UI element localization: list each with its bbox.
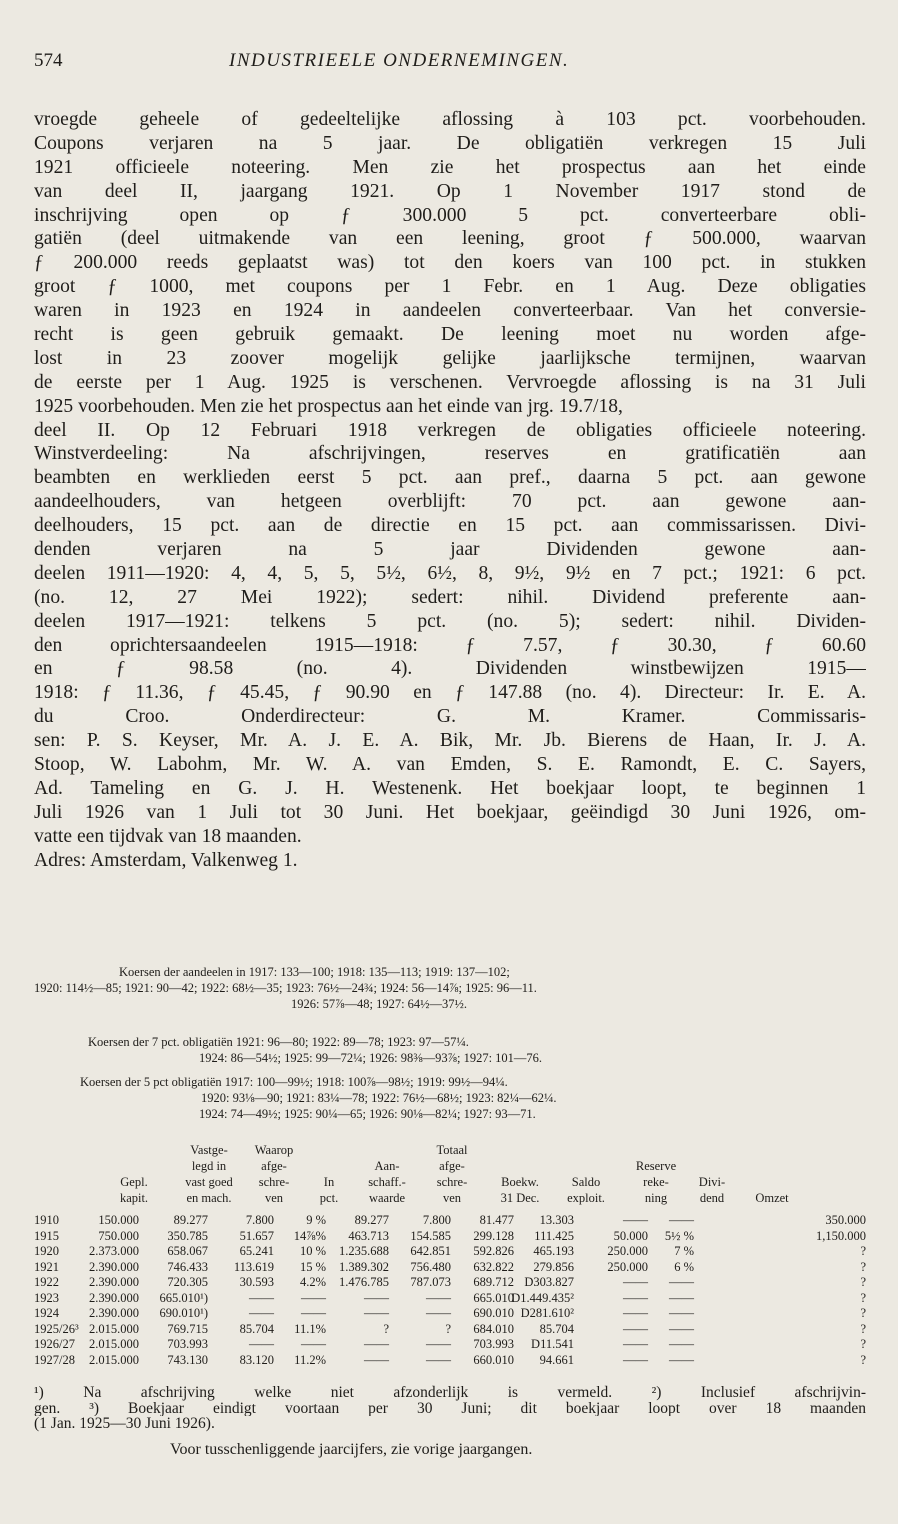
body-line: Juli 1926 van 1 Juli tot 30 Juni. Het boekjaar, geëindigd 30 Juni 1926, om- [34, 801, 866, 823]
body-line: 1918: ƒ 11.36, ƒ 45.45, ƒ 90.90 en ƒ 147.88 (no. 4). Directeur: Ir. E. A. [34, 682, 866, 704]
page-header [34, 50, 864, 76]
table-cell: ? [860, 1306, 866, 1320]
table-cell: —— [669, 1352, 694, 1367]
table-header-cell: 31 Dec. [500, 1191, 540, 1205]
body-line: vatte een tijdvak van 18 maanden. [34, 825, 302, 847]
table-cell: —— [301, 1290, 326, 1305]
body-line: Ad. Tameling en G. J. H. Westenenk. Het boekjaar loopt, te beginnen 1 [34, 777, 866, 799]
table-cell: —— [669, 1306, 694, 1320]
table-cell: 85.704 [539, 1321, 574, 1336]
table-cell: 6 % [674, 1259, 694, 1274]
table-cell: 85.704 [239, 1321, 274, 1336]
table-header-cell: Reserve [635, 1159, 677, 1173]
table-header-cell: Waarop [254, 1143, 294, 1157]
table-header-cell: Vastge- [190, 1143, 228, 1157]
table-cell: 665.010 [473, 1290, 514, 1305]
body-line: waren in 1923 en 1924 in aandeelen converteerbaar. Van het conversie- [34, 300, 866, 322]
table-cell: 4.2% [299, 1275, 326, 1289]
body-line: aandeelhouders, van hetgeen overblijft: 70 pct. aan gewone aan- [34, 491, 866, 513]
table-cell: 15 % [299, 1259, 326, 1274]
body-line: ƒ 200.000 reeds geplaatst was) tot den koers van 100 pct. in stukken [34, 252, 866, 274]
table-cell: 642.851 [410, 1244, 451, 1258]
table-cell: 14⅞% [293, 1228, 326, 1243]
table-cell: —— [623, 1337, 648, 1351]
table-cell: 7.800 [245, 1213, 274, 1227]
table-cell: —— [249, 1306, 274, 1320]
table-cell: D281.610² [520, 1306, 574, 1320]
body-line: denden verjaren na 5 jaar Dividenden gewone aan- [34, 539, 866, 561]
table-cell: ? [860, 1259, 866, 1274]
body-line: 1921 officieele noteering. Men zie het prospectus aan het einde [34, 156, 866, 178]
body-line: Winstverdeeling: Na afschrijvingen, reserves en gratificatiën aan [34, 443, 866, 465]
body-line: sen: P. S. Keyser, Mr. A. J. E. A. Bik, Mr. Jb. Bierens de Haan, Ir. J. A. [34, 730, 866, 752]
table-cell: 769.715 [167, 1321, 208, 1336]
table-cell: 750.000 [98, 1228, 139, 1243]
table-header-cell: Saldo [571, 1175, 601, 1189]
table-header-cell: ning [644, 1191, 668, 1205]
table-cell: —— [364, 1352, 389, 1367]
table-header-cell: reke- [643, 1175, 669, 1189]
table-cell: 592.826 [473, 1244, 514, 1258]
table-cell: —— [301, 1306, 326, 1320]
table-header-cell: Boekw. [501, 1175, 539, 1189]
table-cell: 690.010 [473, 1306, 514, 1320]
table-year-cell: 1925/26³ [34, 1321, 79, 1336]
body-line: vroegde geheele of gedeeltelijke aflossing à 103 pct. voorbehouden. [34, 109, 866, 130]
table-cell: 250.000 [607, 1259, 648, 1274]
table-cell: 51.657 [239, 1228, 274, 1243]
body-line: recht is geen gebruik gemaakt. De leening moet nu worden afge- [34, 324, 866, 346]
table-cell: 660.010 [473, 1352, 514, 1367]
table-cell: 703.993 [473, 1337, 514, 1351]
table-cell: 2.015.000 [89, 1352, 139, 1367]
table-cell: —— [623, 1275, 648, 1289]
table-cell: 2.390.000 [89, 1259, 139, 1274]
body-line: deelhouders, 15 pct. aan de directie en 15 pct. aan commissarissen. Divi- [34, 515, 866, 537]
table-header-cell: afge- [261, 1159, 287, 1173]
table-cell: ? [383, 1321, 389, 1336]
body-line: inschrijving open op ƒ 300.000 5 pct. converteerbare obli- [34, 204, 866, 226]
table-cell: —— [364, 1337, 389, 1351]
table-header-cell: dend [699, 1191, 725, 1205]
table-cell: D11.541 [531, 1337, 574, 1351]
table-cell: 7.800 [422, 1213, 451, 1227]
footnotes [34, 1385, 866, 1432]
quote-line: 1920: 93⅛—90; 1921: 83¼—78; 1922: 76½—68½; 1923: 82¼—62¼. [201, 1091, 557, 1105]
table-cell: 111.425 [534, 1228, 574, 1243]
table-header-cell: afge- [439, 1159, 465, 1173]
table-cell: —— [669, 1290, 694, 1305]
quote-line: Koersen der 7 pct. obligatiën 1921: 96—80; 1922: 89—78; 1923: 97—57¼. [88, 1035, 469, 1049]
table-header-cell: schaff.- [368, 1175, 406, 1189]
table-cell: —— [426, 1352, 451, 1367]
table-cell: ? [445, 1321, 451, 1336]
body-line: en ƒ 98.58 (no. 4). Dividenden winstbewijzen 1915— [34, 658, 866, 680]
table-cell: —— [249, 1337, 274, 1351]
table-cell: 703.993 [167, 1337, 208, 1351]
table-cell: 13.303 [539, 1213, 574, 1227]
closing-note: Voor tusschenliggende jaarcijfers, zie vorige jaargangen. [170, 1441, 533, 1458]
table-cell: —— [669, 1337, 694, 1351]
quote-line: Koersen der 5 pct obligatiën 1917: 100—99½; 1918: 100⅞—98½; 1919: 99½—94¼. [80, 1075, 508, 1089]
quote-line: 1926: 57⅞—48; 1927: 64½—37½. [291, 997, 468, 1011]
table-cell: 89.277 [354, 1213, 389, 1227]
table-cell: ? [860, 1244, 866, 1258]
table-header-cell: Totaal [436, 1143, 468, 1157]
quote-line: Koersen der aandeelen in 1917: 133—100; 1918: 135—113; 1919: 137—102; [119, 965, 510, 979]
table-cell: 689.712 [473, 1275, 514, 1289]
table-cell: 1.389.302 [339, 1259, 389, 1274]
body-line: gatiën (deel uitmakende van een leening, groot ƒ 500.000, waarvan [34, 228, 866, 250]
table-cell: 279.856 [533, 1259, 574, 1274]
body-line: lost in 23 zoover mogelijk gelijke jaarlijksche termijnen, waarvan [34, 347, 866, 369]
table-header-cell: en mach. [186, 1191, 232, 1205]
body-line: (no. 12, 27 Mei 1922); sedert: nihil. Dividend preferente aan- [34, 586, 866, 608]
table-cell: —— [623, 1306, 648, 1320]
body-line: den oprichtersaandeelen 1915—1918: ƒ 7.57, ƒ 30.30, ƒ 60.60 [34, 634, 866, 656]
table-header-cell: schre- [258, 1175, 290, 1189]
table-cell: 10 % [299, 1244, 326, 1258]
running-head: INDUSTRIEELE ONDERNEMINGEN. [229, 50, 570, 71]
table-cell: 7 % [674, 1244, 694, 1258]
quote-line: 1924: 86—54½; 1925: 99—72¼; 1926: 98⅜—93⅞; 1927: 101—76. [199, 1051, 543, 1065]
table-header-cell: legd in [191, 1159, 227, 1173]
table-cell: —— [249, 1290, 274, 1305]
table-cell: 746.433 [167, 1259, 208, 1274]
table-cell: —— [669, 1275, 694, 1289]
table-cell: ? [860, 1337, 866, 1351]
table-header-cell: ven [442, 1191, 462, 1205]
table-cell: —— [623, 1352, 648, 1367]
table-cell: 81.477 [479, 1213, 514, 1227]
table-cell: 632.822 [473, 1259, 514, 1274]
table-cell: —— [426, 1337, 451, 1351]
table-cell: 1.476.785 [339, 1275, 389, 1289]
body-line: Stoop, W. Labohm, Mr. W. A. van Emden, S. E. Ramondt, E. C. Sayers, [34, 754, 866, 776]
table-year-cell: 1927/28 [34, 1352, 75, 1367]
body-line: groot ƒ 1000, met coupons per 1 Febr. en 1 Aug. Deze obligaties [34, 276, 866, 298]
table-cell: 11.2% [294, 1352, 326, 1367]
quote-line: 1920: 114½—85; 1921: 90—42; 1922: 68½—35; 1923: 76½—24¾; 1924: 56—14⅞; 1925: 96—11. [34, 981, 537, 995]
table-cell: —— [623, 1321, 648, 1336]
table-cell: ? [860, 1275, 866, 1289]
table-cell: —— [426, 1290, 451, 1305]
table-cell: 154.585 [410, 1228, 451, 1243]
table-cell: 150.000 [98, 1213, 139, 1227]
table-cell: 350.000 [825, 1213, 866, 1227]
body-line: deel II. Op 12 Februari 1918 verkregen de obligaties officieele noteering. [34, 419, 866, 441]
table-cell: —— [364, 1306, 389, 1320]
page-number: 574 [34, 50, 63, 71]
table-cell: 743.130 [167, 1352, 208, 1367]
table-cell: 9 % [306, 1213, 326, 1227]
table-cell: —— [669, 1321, 694, 1336]
table-cell: —— [364, 1290, 389, 1305]
table-cell: —— [623, 1290, 648, 1305]
table-header-cell: In [323, 1175, 335, 1189]
table-cell: 2.390.000 [89, 1306, 139, 1320]
table-year-cell: 1920 [34, 1244, 59, 1258]
table-year-cell: 1915 [34, 1228, 59, 1243]
table-header-cell: schre- [436, 1175, 468, 1189]
body-line: de eerste per 1 Aug. 1925 is verschenen. Vervroegde aflossing is na 31 Juli [34, 371, 866, 393]
body-line: Adres: Amsterdam, Valkenweg 1. [34, 849, 298, 871]
table-header-cell: exploit. [567, 1191, 605, 1205]
table-header-cell: ven [264, 1191, 284, 1205]
table-cell: 1,150.000 [816, 1228, 866, 1243]
table-year-cell: 1924 [34, 1306, 59, 1320]
table-header-cell: Gepl. [120, 1175, 148, 1189]
body-line: deelen 1917—1921: telkens 5 pct. (no. 5); sedert: nihil. Dividen- [34, 610, 866, 632]
table-header-cell: kapit. [119, 1191, 149, 1205]
table-cell: 658.067 [167, 1244, 208, 1258]
table-cell: 1.235.688 [339, 1244, 389, 1258]
table-cell: 299.128 [473, 1228, 514, 1243]
table-year-cell: 1926/27 [34, 1337, 75, 1351]
company-description-text [34, 108, 866, 873]
table-cell: 11.1% [294, 1321, 326, 1336]
table-year-cell: 1923 [34, 1290, 59, 1305]
table-cell: —— [426, 1306, 451, 1320]
footnote-line: ¹) Na afschrijving welke niet afzonderlijk is vermeld. ²) Inclusief afschrijvin- [34, 1385, 866, 1401]
table-cell: 65.241 [239, 1244, 274, 1258]
footnote-line: gen. ³) Boekjaar eindigt voortaan per 30 Juni; dit boekjaar loopt over 18 maanden [34, 1400, 866, 1416]
table-cell: 2.015.000 [89, 1321, 139, 1336]
body-line: beambten en werklieden eerst 5 pct. aan pref., daarna 5 pct. aan gewone [34, 467, 866, 489]
table-year-cell: 1921 [34, 1259, 59, 1274]
footnote-line: (1 Jan. 1925—30 Juni 1926). [34, 1416, 215, 1432]
table-header-cell: vast goed [185, 1175, 233, 1189]
body-line: deelen 1911—1920: 4, 4, 5, 5, 5½, 6½, 8, 9½, 9½ en 7 pct.; 1921: 6 pct. [34, 562, 866, 584]
table-cell: 2.373.000 [89, 1244, 139, 1258]
table-cell: 83.120 [239, 1352, 274, 1367]
table-cell: D303.827 [524, 1275, 574, 1289]
table-cell: 113.619 [233, 1259, 274, 1274]
table-cell: 720.305 [167, 1275, 208, 1289]
table-cell: ? [860, 1290, 866, 1305]
table-header-cell: Omzet [755, 1191, 789, 1205]
table-cell: 756.480 [410, 1259, 451, 1274]
quote-line: 1924: 74—49½; 1925: 90¼—65; 1926: 90⅛—82¼; 1927: 93—71. [199, 1107, 536, 1121]
table-cell: D1.449.435² [511, 1290, 574, 1305]
table-cell: ? [860, 1321, 866, 1336]
body-line: Coupons verjaren na 5 jaar. De obligatiën verkregen 15 Juli [34, 132, 866, 154]
table-cell: 2.390.000 [89, 1290, 139, 1305]
table-cell: 5½ % [664, 1228, 694, 1243]
table-header-cell: pct. [319, 1191, 339, 1205]
table-cell: 250.000 [607, 1244, 648, 1258]
table-cell: 2.390.000 [89, 1275, 139, 1289]
table-cell: 89.277 [173, 1213, 208, 1227]
table-year-cell: 1910 [34, 1213, 59, 1227]
table-header-cell: Divi- [698, 1175, 726, 1189]
table-cell: 465.193 [533, 1244, 574, 1258]
table-cell: 463.713 [348, 1228, 389, 1243]
table-cell: 665.010¹) [159, 1290, 208, 1305]
table-header-cell: Aan- [374, 1159, 400, 1173]
table-cell: 2.015.000 [89, 1337, 139, 1351]
table-cell: 50.000 [613, 1228, 648, 1243]
table-cell: 787.073 [410, 1275, 451, 1289]
table-cell: 684.010 [473, 1321, 514, 1336]
body-line: 1925 voorbehouden. Men zie het prospectus aan het einde van jrg. 19.7/18, [34, 395, 623, 417]
table-cell: 30.593 [239, 1275, 274, 1289]
table-cell: —— [623, 1213, 648, 1227]
table-cell: ? [860, 1352, 866, 1367]
table-cell: 94.661 [539, 1352, 574, 1367]
table-year-cell: 1922 [34, 1275, 59, 1289]
table-cell: 350.785 [167, 1228, 208, 1243]
table-cell: —— [301, 1337, 326, 1351]
body-line: van deel II, jaargang 1921. Op 1 November 1917 stond de [34, 180, 866, 202]
table-cell: 690.010¹) [159, 1306, 208, 1320]
table-cell: —— [669, 1213, 694, 1227]
body-line: du Croo. Onderdirecteur: G. M. Kramer. Commissaris- [34, 706, 866, 728]
table-header-cell: waarde [368, 1191, 406, 1205]
